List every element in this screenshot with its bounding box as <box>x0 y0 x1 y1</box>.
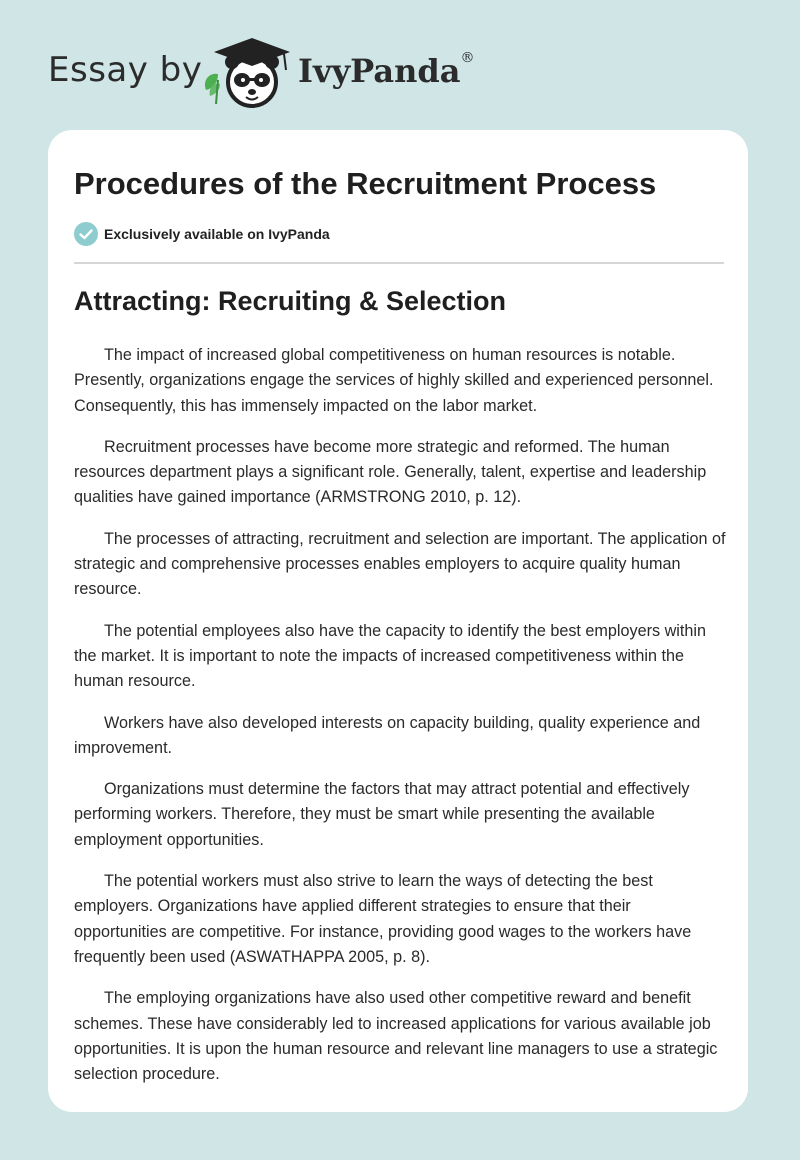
brand-name-text: IvyPanda <box>298 52 461 90</box>
exclusive-badge-label: Exclusively available on IvyPanda <box>104 226 330 242</box>
site-header <box>48 30 752 110</box>
paragraph: The processes of attracting, recruitment and selection are important. The application of strategic and comprehensive processes enables employers to acquire quality human resource. <box>74 529 726 599</box>
page-title: Procedures of the Recruitment Process <box>74 166 657 201</box>
paragraph: The impact of increased global competitiveness on human resources is notable. Presently, organizations engage the services of highly skilled and experienced personnel. Consequently, this has immensely impacted on the labor market. <box>74 346 714 415</box>
paragraph: Workers have also developed interests on capacity building, quality experience and improvement. <box>74 713 701 757</box>
check-circle-icon <box>74 222 98 246</box>
essay-card <box>48 130 748 1112</box>
paragraph: The potential workers must also strive to learn the ways of detecting the best employers. Organizations have applied different strategies to ensure that their opportunities are competitive. For instance, providing good wages to the workers have frequently been used (ASWATHAPPA 2005, p. 8). <box>74 872 692 966</box>
paragraph: Organizations must determine the factors that may attract potential and effectively performing workers. Therefore, they must be smart while presenting the available employment opportunities. <box>74 780 690 849</box>
registered-mark: ® <box>460 50 475 66</box>
paragraph: The potential employees also have the capacity to identify the best employers within the market. It is important to note the impacts of increased competitiveness within the human resource. <box>74 621 706 691</box>
brand-prefix: Essay by <box>48 50 203 90</box>
paragraph: The employing organizations have also used other competitive reward and benefit schemes. These have considerably led to increased applications for various available job opportunities. It is upon the human resource and relevant line managers to use a strategic selection procedure. <box>74 989 718 1084</box>
exclusive-badge <box>74 222 330 246</box>
paragraph: Recruitment processes have become more strategic and reformed. The human resources department plays a significant role. Generally, talent, expertise and leadership qualities have gained importance (ARMSTRONG 2010, p. 12). <box>74 437 707 507</box>
panda-graduate-icon[interactable] <box>200 36 296 112</box>
section-heading: Attracting: Recruiting & Selection <box>74 286 507 316</box>
brand-name[interactable] <box>298 52 474 90</box>
divider <box>74 262 724 264</box>
essay-body <box>74 343 726 1103</box>
